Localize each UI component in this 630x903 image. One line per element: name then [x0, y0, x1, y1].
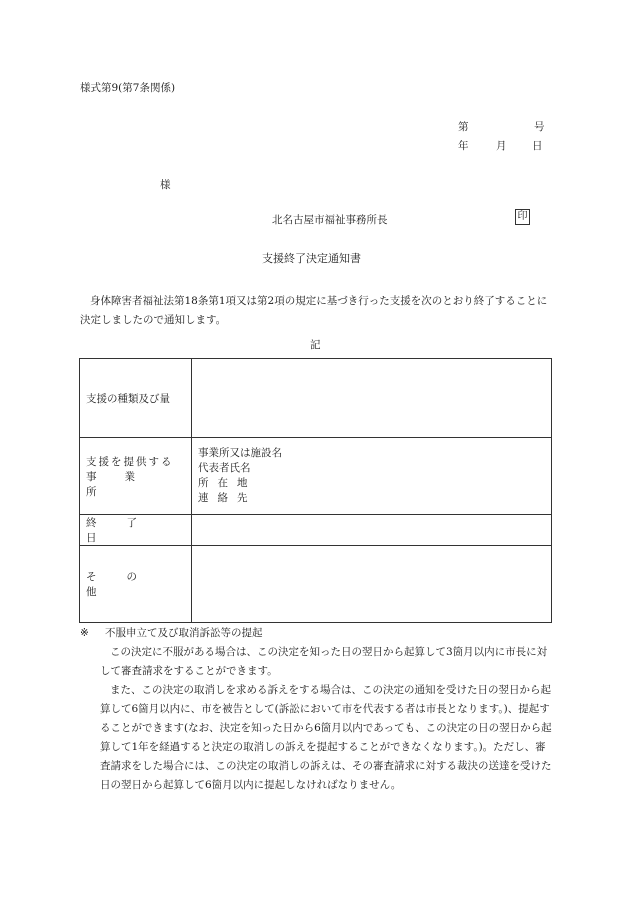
date-day: 日 — [532, 140, 543, 152]
notes-paragraph-1: この決定に不服がある場合は、この決定を知った日の翌日から起算して3箇月以内に市長に対して審査請求をすることができます。 — [100, 646, 548, 677]
provider-label — [80, 438, 192, 515]
addressee-honorific: 様 — [160, 179, 171, 191]
provider-value — [192, 438, 552, 515]
form-number: 様式第9(第7条関係) — [80, 82, 176, 94]
table-row — [80, 515, 552, 546]
notes-section — [80, 624, 552, 795]
notes-paragraph-2: また、この決定の取消しを求める訴えをする場合は、この決定の通知を受けた日の翌日から起算して6箇月以内に、市を被告として(訴訟において市を代表する者は市長となります。)、提起することができます(なお、決定を知った日から6箇月以内であっても、この決定の日の翌日から起算して1年を経過すると決定の取消しの訴えを提起することができなくなります。)。ただし、審査請求をした場合には、この決定の取消しの訴えは、その審査請求に対する裁決の送達を受けた日の翌日から起算して6箇月以内に提起しなければなりません。 — [100, 684, 552, 791]
other-label: その他 — [80, 546, 192, 623]
table-row — [80, 546, 552, 623]
provider-label-line2: 事業所 — [86, 470, 163, 498]
date-year: 年 — [458, 140, 469, 152]
address-label: 所在地 — [198, 477, 257, 489]
info-table — [79, 358, 552, 623]
support-type-value — [192, 359, 552, 438]
date-month: 月 — [496, 140, 507, 152]
body-paragraph: 身体障害者福祉法第18条第1項又は第2項の規定に基づき行った支援を次のとおり終了することに決定しましたので通知します。 — [80, 295, 548, 326]
document-title: 支援終了決定通知書 — [262, 252, 361, 265]
seal-mark: 印 — [515, 209, 530, 225]
support-type-label: 支援の種類及び量 — [80, 359, 192, 438]
issuer-name: 北名古屋市福祉事務所長 — [272, 214, 388, 226]
table-row — [80, 359, 552, 438]
representative-label: 代表者氏名 — [198, 462, 251, 474]
end-date-label: 終了日 — [80, 515, 192, 546]
notes-heading: 不服申立て及び取消訴訟等の提起 — [105, 627, 263, 639]
number-suffix: 号 — [534, 121, 545, 133]
note-mark: ※ — [80, 627, 89, 639]
table-row — [80, 438, 552, 515]
body-text — [80, 292, 552, 330]
end-date-value — [192, 515, 552, 546]
provider-label-line1: 支援を提供する — [86, 455, 174, 468]
contact-label: 連絡先 — [198, 492, 257, 504]
facility-name-label: 事業所又は施設名 — [198, 447, 282, 459]
number-prefix: 第 — [458, 121, 469, 133]
ki-heading: 記 — [310, 339, 321, 351]
other-value — [192, 546, 552, 623]
